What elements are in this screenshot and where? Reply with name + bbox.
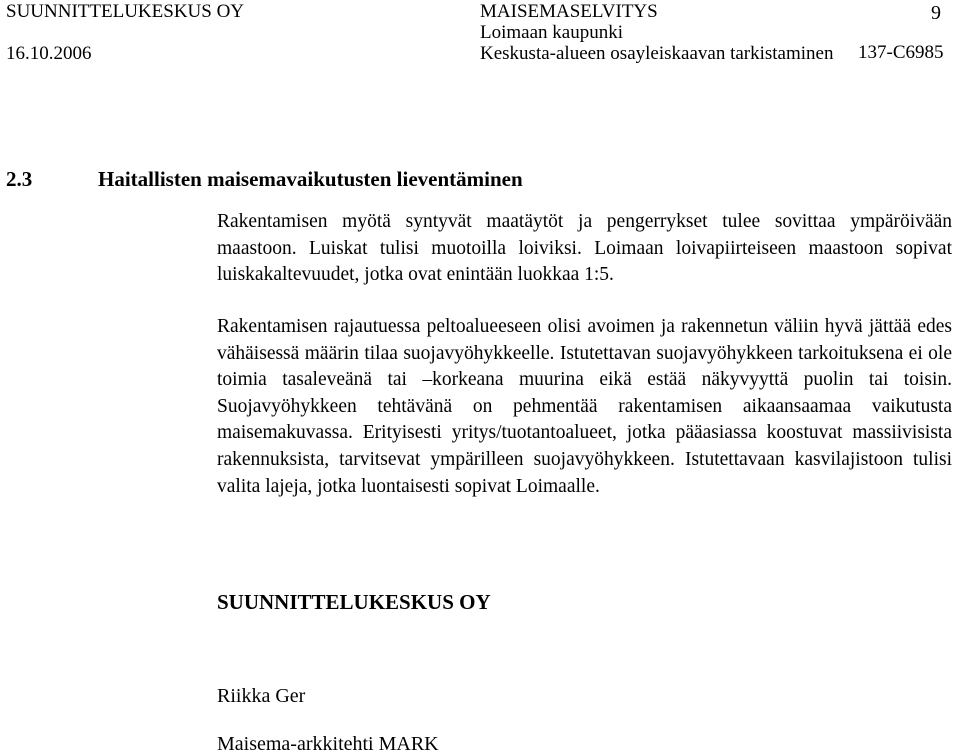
paragraph: Rakentamisen myötä syntyvät maatäytöt ja pengerrykset tulee sovittaa ympäröivään maastoon. Luiskat tulisi muotoilla loiviksi. Loimaan loivapiirteiseen maastoon sopivat luiskakaltevuudet, jotka ovat enintään luokkaa 1:5.	[217, 211, 952, 286]
header-report-title: MAISEMASELVITYS	[480, 1, 658, 22]
section-title: Haitallisten maisemavaikutusten lieventäminen	[98, 167, 523, 191]
header-left	[6, 1, 244, 64]
section-heading	[6, 165, 523, 193]
page-number: 9	[931, 2, 941, 24]
header-project: Keskusta-alueen osayleiskaavan tarkistaminen	[480, 43, 834, 64]
header-company: SUUNNITTELUKESKUS OY	[6, 1, 245, 22]
header-date: 16.10.2006	[6, 43, 92, 64]
signature-title: Maisema-arkkitehti MARK	[217, 733, 439, 755]
signature-company: SUUNNITTELUKESKUS OY	[217, 590, 491, 614]
header-center	[480, 1, 834, 64]
paragraph: Rakentamisen rajautuessa peltoalueeseen olisi avoimen ja rakennetun väliin hyvä jättää edes vähäisessä määrin tilaa suojavyöhykkeelle. Istutettavan suojavyöhykkeen tarkoituksena ei ole toimia tasaleveänä tai –korkeana muurina eikä estää näkyvyyttä puolin tai toisin. Suojavyöhykkeen tehtävänä on pehmentää rakentamisen aikaansaamaa vaikutusta maisemakuvassa. Erityisesti yritys/tuotantoalueet, jotka pääasiassa koostuvat massiivisista rakennuksista, tarvitsevat ympärilleen suojavyöhykkeen. Istutettavaan kasvilajistoon tulisi valita lajeja, jotka luontaisesti sopivat Loimaalle.	[217, 316, 952, 497]
signature-name: Riikka Ger	[217, 685, 306, 707]
header-client: Loimaan kaupunki	[480, 22, 623, 43]
section-number: 2.3	[6, 167, 33, 191]
project-code: 137-C6985	[858, 42, 944, 63]
